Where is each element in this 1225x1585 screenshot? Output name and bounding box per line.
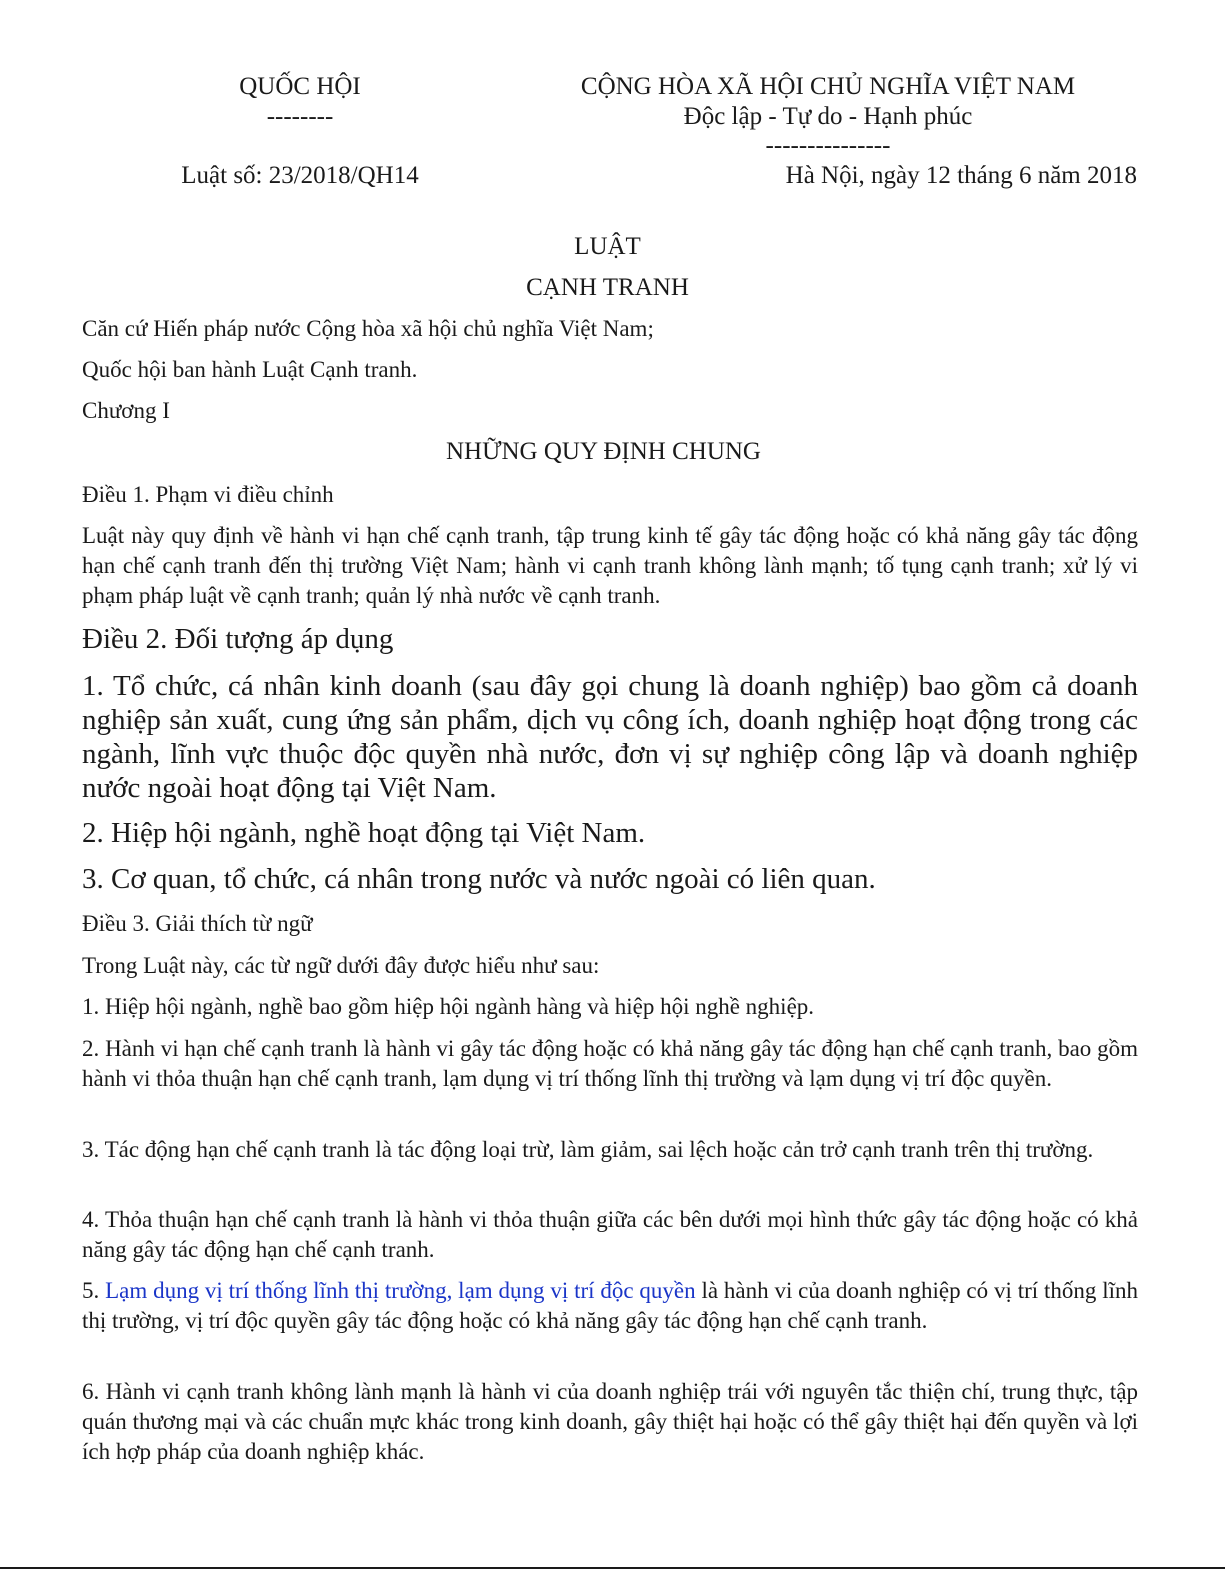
article-3-item-5-definition: là hành vi của doanh nghiệp có vị trí thống lĩnh thị trường, vị trí độc quyền gây tác động hoặc có khả năng gây tác động hạn chế cạnh tranh. — [82, 1278, 1139, 1333]
national-motto: Độc lập - Tự do - Hạnh phúc — [683, 103, 973, 130]
issuing-body-divider: -------- — [266, 103, 334, 130]
document-title: CẠNH TRANH — [526, 274, 689, 301]
enactment-clause: Quốc hội ban hành Luật Cạnh tranh. — [82, 357, 418, 382]
law-number: Luật số: 23/2018/QH14 — [181, 162, 419, 189]
article-2-item-1: 1. Tổ chức, cá nhân kinh doanh (sau đây gọi chung là doanh nghiệp) bao gồm cả doanh nghiệp sản xuất, cung ứng sản phẩm, dịch vụ công ích, doanh nghiệp hoạt động trong các ngành, lĩnh vực thuộc độc quyền nhà nước, đơn vị sự nghiệp công lập và doanh nghiệp nước ngoài hoạt động tại Việt Nam. — [82, 670, 1138, 804]
article-1-heading: Điều 1. Phạm vi điều chỉnh — [82, 482, 334, 507]
chapter-title: NHỮNG QUY ĐỊNH CHUNG — [446, 438, 761, 465]
document-type: LUẬT — [574, 233, 641, 260]
article-2-item-3: 3. Cơ quan, tổ chức, cá nhân trong nước và nước ngoài có liên quan. — [82, 863, 876, 895]
country-name: CỘNG HÒA XÃ HỘI CHỦ NGHĨA VIỆT NAM — [580, 73, 1076, 100]
article-3-item-5 — [82, 1276, 1138, 1336]
motto-divider: --------------- — [765, 132, 891, 159]
article-3-item-4: 4. Thỏa thuận hạn chế cạnh tranh là hành vi thỏa thuận giữa các bên dưới mọi hình thức gây tác động hoặc có khả năng gây tác động hạn chế cạnh tranh. — [82, 1207, 1138, 1262]
issuing-body: QUỐC HỘI — [239, 73, 361, 100]
article-3-item-5-number: 5. — [82, 1278, 106, 1303]
place-and-date: Hà Nội, ngày 12 tháng 6 năm 2018 — [785, 162, 1137, 189]
chapter-label: Chương I — [82, 398, 170, 423]
article-3-item-3: 3. Tác động hạn chế cạnh tranh là tác động loại trừ, làm giảm, sai lệch hoặc cản trở cạnh tranh trên thị trường. — [82, 1137, 1094, 1162]
article-3-item-6: 6. Hành vi cạnh tranh không lành mạnh là hành vi của doanh nghiệp trái với nguyên tắc thiện chí, trung thực, tập quán thương mại và các chuẩn mực khác trong kinh doanh, gây thiệt hại hoặc có thể gây thiệt hại đến quyền và lợi ích hợp pháp của doanh nghiệp khác. — [82, 1379, 1138, 1464]
article-2-heading: Điều 2. Đối tượng áp dụng — [82, 623, 394, 655]
article-3-intro: Trong Luật này, các từ ngữ dưới đây được hiểu như sau: — [82, 953, 600, 978]
article-3-item-1: 1. Hiệp hội ngành, nghề bao gồm hiệp hội ngành hàng và hiệp hội nghề nghiệp. — [82, 994, 815, 1019]
article-2-item-2: 2. Hiệp hội ngành, nghề hoạt động tại Việt Nam. — [82, 817, 646, 849]
article-3-item-5-term-link[interactable]: Lạm dụng vị trí thống lĩnh thị trường, lạm dụng vị trí độc quyền — [105, 1278, 696, 1303]
article-1-body: Luật này quy định về hành vi hạn chế cạnh tranh, tập trung kinh tế gây tác động hoặc có khả năng gây tác động hạn chế cạnh tranh đến thị trường Việt Nam; hành vi cạnh tranh không lành mạnh; tố tụng cạnh tranh; xử lý vi phạm pháp luật về cạnh tranh; quản lý nhà nước về cạnh tranh. — [82, 523, 1138, 608]
legal-basis: Căn cứ Hiến pháp nước Cộng hòa xã hội chủ nghĩa Việt Nam; — [82, 316, 654, 341]
article-3-item-2: 2. Hành vi hạn chế cạnh tranh là hành vi gây tác động hoặc có khả năng gây tác động hạn chế cạnh tranh, bao gồm hành vi thỏa thuận hạn chế cạnh tranh, lạm dụng vị trí thống lĩnh thị trường và lạm dụng vị trí độc quyền. — [82, 1036, 1138, 1091]
article-3-heading: Điều 3. Giải thích từ ngữ — [82, 911, 313, 936]
page-bottom-rule — [0, 1567, 1225, 1569]
